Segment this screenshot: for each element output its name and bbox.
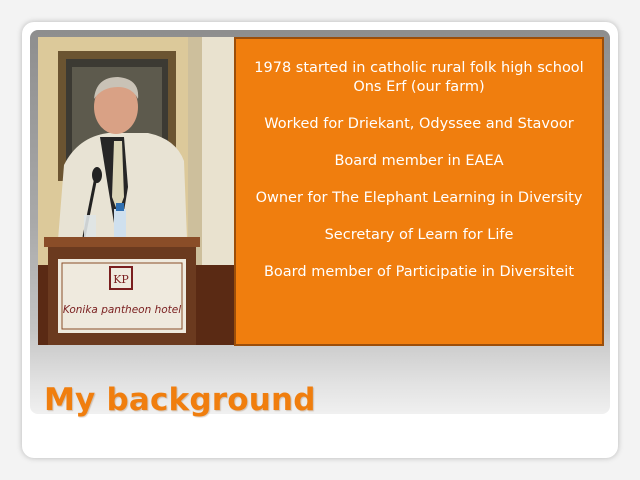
speaker-photo xyxy=(38,37,236,345)
background-item-2: Worked for Driekant, Odyssee and Stavoor xyxy=(264,116,574,132)
background-item-1: 1978 started in catholic rural folk high school Ons Erf (our farm) xyxy=(254,60,584,95)
slide-title: My background xyxy=(44,382,316,418)
background-item-6: Board member of Participatie in Diversiteit xyxy=(263,264,575,280)
background-item-3: Board member in EAEA xyxy=(334,153,504,169)
background-item-5: Secretary of Learn for Life xyxy=(324,227,514,243)
background-item-4: Owner for The Elephant Learning in Diversity xyxy=(255,190,583,206)
svg-text:Konika pantheon hotel: Konika pantheon hotel xyxy=(62,304,182,316)
background-text-box xyxy=(234,37,604,346)
svg-text:KP: KP xyxy=(113,273,129,286)
